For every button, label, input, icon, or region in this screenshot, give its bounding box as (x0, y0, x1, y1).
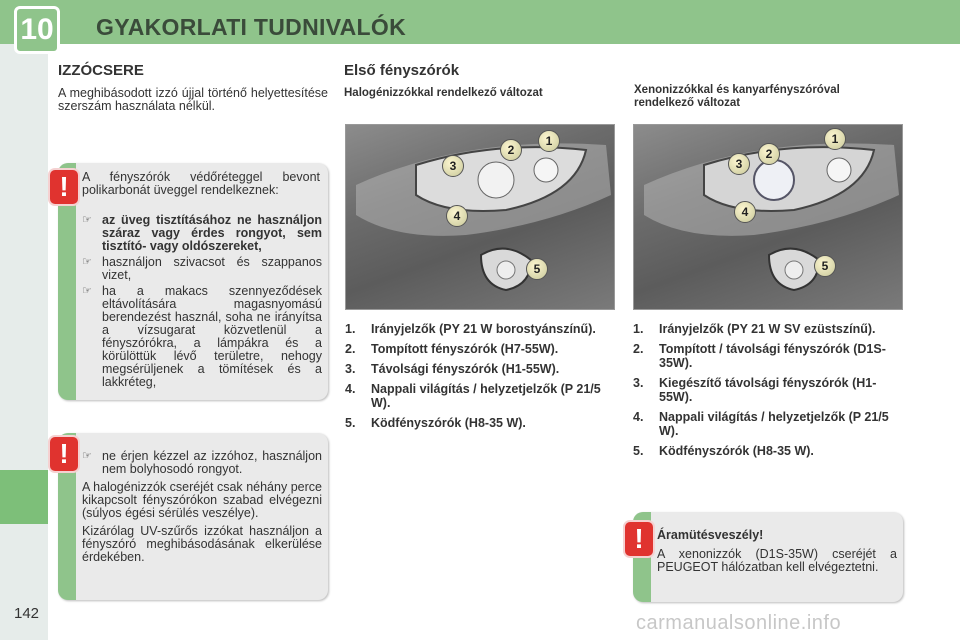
bullet-text: az üveg tisztításához ne használjon száraz vagy érdes rongyot, sem tisztító- vagy oldószereket, (102, 213, 322, 253)
subtitle-halogen: Halogénizzókkal rendelkező változat (344, 87, 543, 99)
list-item: 1. Irányjelzők (PY 21 W borostyánszínű). (345, 322, 596, 336)
list-item: 5. Ködfényszórók (H8-35 W). (633, 444, 814, 458)
list-item-text: Irányjelzők (PY 21 W borostyánszínű). (371, 322, 596, 336)
list-item-text: Távolsági fényszórók (H1-55W). (371, 362, 560, 376)
xenon-bulb-list (633, 322, 903, 464)
warning-box-bulb-handling (58, 433, 328, 600)
list-item-text: Irányjelzők (PY 21 W SV ezüstszínű). (659, 322, 876, 336)
list-item-text: Nappali világítás / helyzetjelzők (P 21/5 W). (659, 410, 889, 438)
bulb-marker-1: 1 (538, 130, 560, 152)
warning1-intro: A fényszórók védőréteggel bevont polikarbonát üveggel rendelkeznek: (82, 170, 320, 197)
page-title: GYAKORLATI TUDNIVALÓK (96, 14, 406, 40)
list-item-text: Tompított fényszórók (H7-55W). (371, 342, 559, 356)
bulb-marker-4: 4 (734, 201, 756, 223)
list-item: 5. Ködfényszórók (H8-35 W). (345, 416, 526, 430)
warning1-bullets (82, 211, 322, 389)
list-item: 2. Tompított fényszórók (H7-55W). (345, 342, 559, 356)
list-item-text: Tompított / távolsági fényszórók (D1S-35W). (659, 342, 886, 370)
warning2-paragraph-2: Kizárólag UV-szűrős izzókat használjon a fényszóró meghibásodásának elkerülése érdekében. (82, 524, 322, 564)
list-item: 4. Nappali világítás / helyzetjelzők (P 21/5 W). (345, 382, 615, 410)
warning3-title: Áramütésveszély! (657, 528, 764, 542)
section-title-front-lights: Első fényszórók (344, 62, 460, 79)
warning-box-glass-care (58, 163, 328, 400)
bulb-marker-4: 4 (446, 205, 468, 227)
hand-pointer-icon: ☞ (82, 214, 92, 226)
intro-text: A meghibásodott izzó újjal történő helyettesítése szerszám használata nélkül. (58, 86, 328, 113)
headlight-illustration (346, 125, 614, 309)
bullet-text: ne érjen kézzel az izzóhoz, használjon nem bolyhosodó rongyot. (102, 449, 322, 476)
warning3-text: A xenonizzók (D1S-35W) cseréjét a PEUGEOT hálózatban kell elvégeztetni. (657, 547, 897, 574)
bulb-marker-5: 5 (526, 258, 548, 280)
list-item: 3. Kiegészítő távolsági fényszórók (H1-55W). (633, 376, 903, 404)
watermark: carmanualsonline.info (636, 612, 842, 634)
bulb-marker-2: 2 (500, 139, 522, 161)
bulb-marker-3: 3 (728, 153, 750, 175)
halogen-bulb-list (345, 322, 615, 436)
list-item: 3. Távolsági fényszórók (H1-55W). (345, 362, 560, 376)
bulb-marker-5: 5 (814, 255, 836, 277)
warning-exclamation-icon: ! (625, 522, 653, 556)
bullet-text: használjon szivacsot és szappanos vizet, (102, 255, 322, 282)
chapter-side-tab (0, 470, 48, 524)
left-margin-strip (0, 44, 48, 640)
warning2-content (82, 447, 322, 564)
list-item: 2. Tompított / távolsági fényszórók (D1S-35W). (633, 342, 903, 370)
bullet-item (82, 285, 322, 389)
list-item-text: Nappali világítás / helyzetjelzők (P 21/5 W). (371, 382, 601, 410)
hand-pointer-icon: ☞ (82, 450, 92, 462)
warning-exclamation-icon: ! (50, 437, 78, 471)
warning-exclamation-icon: ! (50, 170, 78, 204)
bulb-marker-1: 1 (824, 128, 846, 150)
list-item: 1. Irányjelzők (PY 21 W SV ezüstszínű). (633, 322, 876, 336)
halogen-headlight-photo (345, 124, 615, 310)
bullet-item (82, 450, 322, 476)
bulb-marker-3: 3 (442, 155, 464, 177)
page-number: 142 (14, 605, 40, 622)
bullet-item (82, 214, 322, 253)
chapter-number-badge: 10 (14, 6, 60, 54)
list-item: 4. Nappali világítás / helyzetjelzők (P 21/5 W). (633, 410, 903, 438)
warning2-paragraph-1: A halogénizzók cseréjét csak néhány perce kikapcsolt fényszórókon szabad elvégezni (súlyos égési sérülés veszélye). (82, 480, 322, 520)
list-item-text: Ködfényszórók (H8-35 W). (659, 444, 814, 458)
hand-pointer-icon: ☞ (82, 256, 92, 268)
section-title-bulb-change: IZZÓCSERE (58, 62, 144, 79)
bullet-text: ha a makacs szennyeződések eltávolítására magasnyomású berendezést használ, soha ne irányítsa a vízsugarat közvetlenül a fényszórókra, a lámpákra és a körülöttük lévő területre, nehogy megsérüljenek a tömítések és a lakkréteg, (102, 284, 322, 389)
warning-box-electric-shock (633, 512, 903, 602)
xenon-headlight-photo (633, 124, 903, 310)
list-item-text: Kiegészítő távolsági fényszórók (H1-55W). (659, 376, 877, 404)
list-item-text: Ködfényszórók (H8-35 W). (371, 416, 526, 430)
subtitle-xenon: Xenonizzókkal és kanyarfényszóróval rendelkező változat (634, 84, 840, 109)
bullet-item (82, 256, 322, 282)
hand-pointer-icon: ☞ (82, 285, 92, 297)
bulb-marker-2: 2 (758, 143, 780, 165)
